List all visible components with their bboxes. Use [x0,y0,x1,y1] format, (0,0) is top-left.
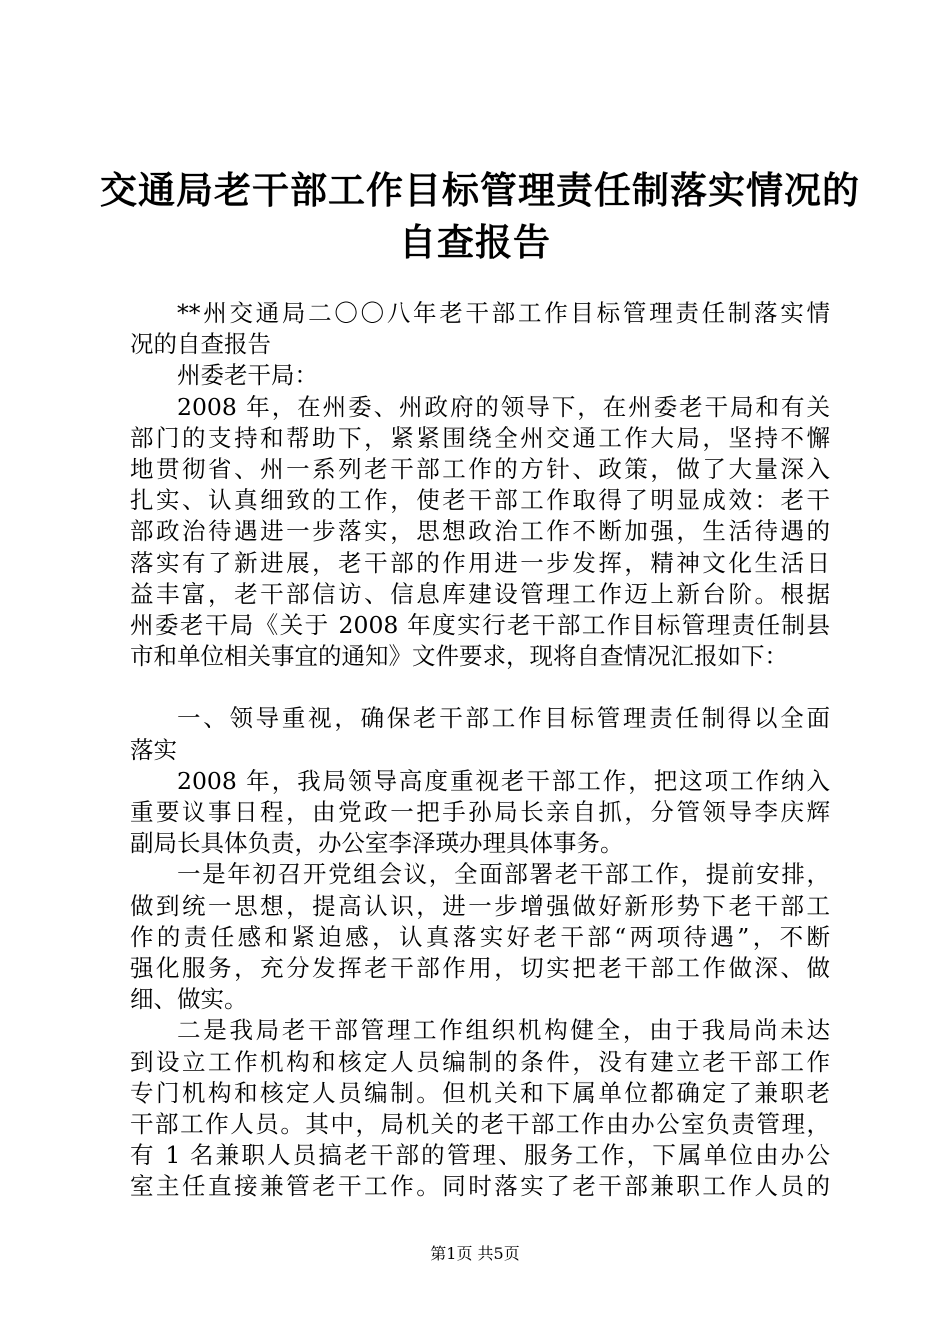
section-heading: 一、领导重视，确保老干部工作目标管理责任制得以全面 [177,704,830,733]
body-line: 2008 年，在州委、州政府的领导下，在州委老干局和有关 [177,392,830,421]
salutation: 州委老干局： [177,361,318,390]
section-heading: 落实 [130,735,177,764]
body-line: 况的自查报告 [130,330,271,359]
body-line: 一是年初召开党组会议，全面部署老干部工作，提前安排， [177,860,830,889]
body-line: 落实有了新进展，老干部的作用进一步发挥，精神文化生活日 [130,548,830,577]
body-line: 到设立工作机构和核定人员编制的条件，没有建立老干部工作 [130,1047,830,1076]
body-line: 作的责任感和紧迫感，认真落实好老干部“两项待遇”，不断 [130,922,830,951]
body-line: 部政治待遇进一步落实，思想政治工作不断加强，生活待遇的 [130,517,830,546]
blank-line [130,672,830,703]
document-title-line-2: 自查报告 [399,220,551,264]
body-line: 州委老干局《关于 2008 年度实行老干部工作目标管理责任制县 [130,610,830,639]
body-line: 2008 年，我局领导高度重视老干部工作，把这项工作纳入 [177,766,830,795]
body-line: 细、做实。 [130,985,248,1014]
body-line: 二是我局老干部管理工作组织机构健全，由于我局尚未达 [177,1016,830,1045]
body-line: 扎实、认真细致的工作，使老干部工作取得了明显成效：老干 [130,486,830,515]
body-line: 室主任直接兼管老干工作。同时落实了老干部兼职工作人员的 [130,1172,830,1201]
body-line: 有 1 名兼职人员搞老干部的管理、服务工作，下属单位由办公 [130,1141,830,1170]
body-line: 做到统一思想，提高认识，进一步增强做好新形势下老干部工 [130,891,830,920]
body-line: 市和单位相关事宜的通知》文件要求，现将自查情况汇报如下： [130,642,788,671]
document-body [130,298,830,1202]
body-line: **州交通局二〇〇八年老干部工作目标管理责任制落实情 [177,299,830,327]
body-line: 强化服务，充分发挥老干部作用，切实把老干部工作做深、做 [130,953,830,982]
body-line: 重要议事日程，由党政一把手孙局长亲自抓，分管领导李庆辉 [130,798,830,826]
document-title-line-1: 交通局老干部工作目标管理责任制落实情况的 [100,168,860,212]
body-line: 地贯彻省、州一系列老干部工作的方针、政策，做了大量深入 [130,454,830,483]
body-line: 专门机构和核定人员编制。但机关和下属单位都确定了兼职老 [130,1078,830,1107]
page-footer: 第1页 共5页 [430,1244,520,1263]
body-line: 益丰富，老干部信访、信息库建设管理工作迈上新台阶。根据 [130,579,830,608]
body-line: 部门的支持和帮助下，紧紧围绕全州交通工作大局，坚持不懈 [130,423,830,452]
body-line: 干部工作人员。其中，局机关的老干部工作由办公室负责管理， [130,1109,830,1138]
body-line: 副局长具体负责，办公室李泽瑛办理具体事务。 [130,829,624,858]
